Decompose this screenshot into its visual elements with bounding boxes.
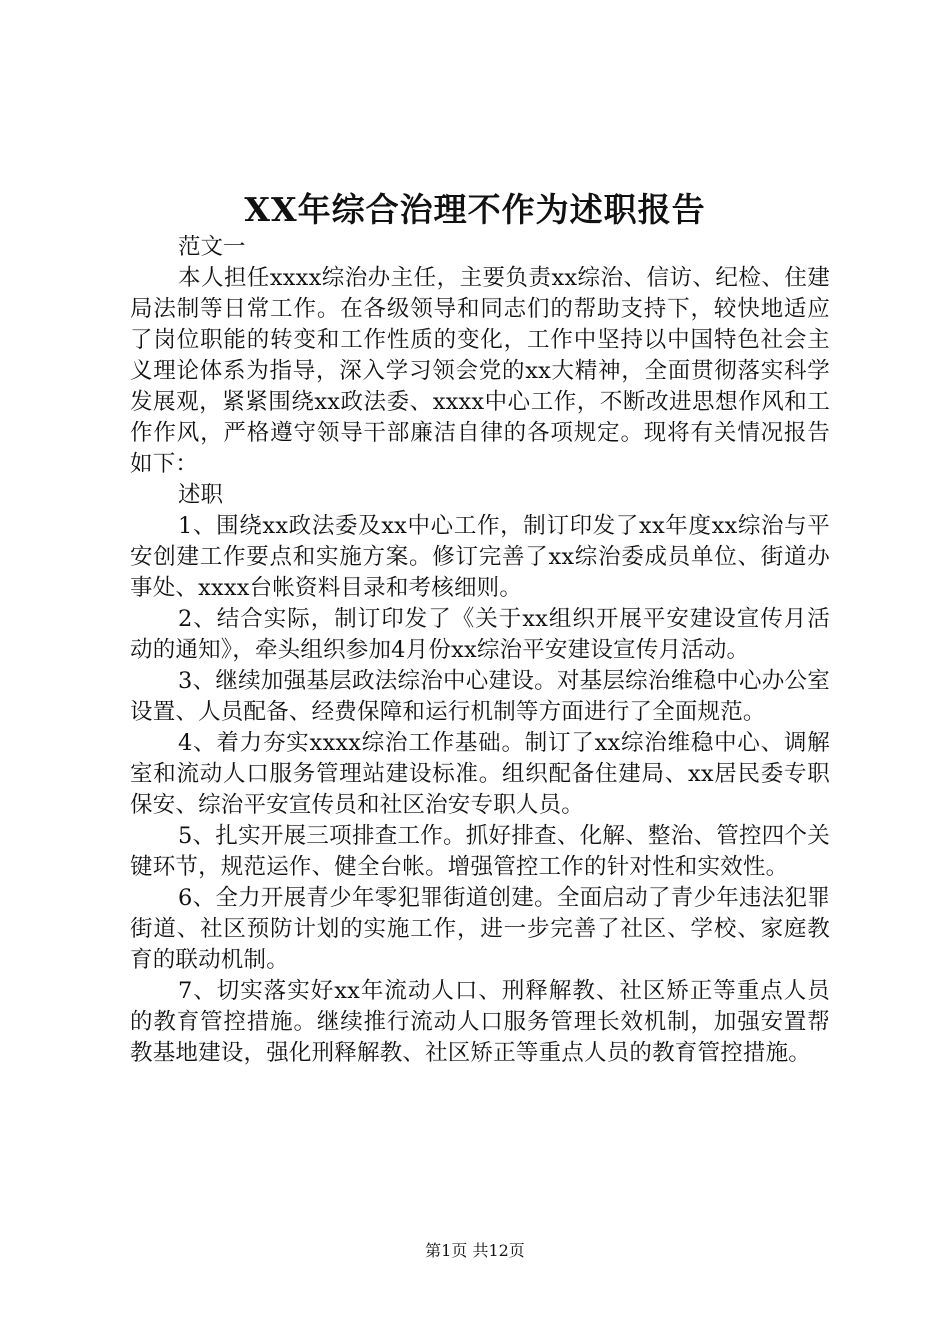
list-item: 7、切实落实好xx年流动人口、刑释解教、社区矫正等重点人员的教育管控措施。继续推行流动人口服务管理长效机制，加强安置帮教基地建设，强化刑释解教、社区矫正等重点人员的教育管控措施。: [130, 978, 830, 1066]
page-number-footer: 第1页 共12页: [425, 1241, 525, 1260]
intro-paragraph: 本人担任xxxx综治办主任，主要负责xx综治、信访、纪检、住建局法制等日常工作。在各级领导和同志们的帮助支持下，较快地适应了岗位职能的转变和工作性质的变化，工作中坚持以中国特色社会主义理论体系为指导，深入学习领会党的xx大精神，全面贯彻落实科学发展观，紧紧围绕xx政法委、xxxx中心工作，不断改进思想作风和工作作风，严格遵守领导干部廉洁自律的各项规定。现将有关情况报告如下：: [130, 265, 830, 477]
section-heading-fanwen: 范文一: [178, 234, 246, 260]
list-item: 3、继续加强基层政法综治中心建设。对基层综治维稳中心办公室设置、人员配备、经费保障和运行机制等方面进行了全面规范。: [130, 668, 830, 725]
section-heading-shuzhi: 述职: [178, 482, 224, 508]
document-title: XX年综合治理不作为述职报告: [244, 190, 706, 229]
list-item: 2、结合实际，制订印发了《关于xx组织开展平安建设宣传月活动的通知》，牵头组织参加4月份xx综治平安建设宣传月活动。: [130, 606, 830, 663]
list-item: 1、围绕xx政法委及xx中心工作，制订印发了xx年度xx综治与平安创建工作要点和实施方案。修订完善了xx综治委成员单位、街道办事处、xxxx台帐资料目录和考核细则。: [130, 513, 830, 601]
list-item: 5、扎实开展三项排查工作。抓好排查、化解、整治、管控四个关键环节，规范运作、健全台帐。增强管控工作的针对性和实效性。: [130, 823, 830, 880]
list-item: 6、全力开展青少年零犯罪街道创建。全面启动了青少年违法犯罪街道、社区预防计划的实施工作，进一步完善了社区、学校、家庭教育的联动机制。: [130, 885, 830, 973]
list-item: 4、着力夯实xxxx综治工作基础。制订了xx综治维稳中心、调解室和流动人口服务管理站建设标准。组织配备住建局、xx居民委专职保安、综治平安宣传员和社区治安专职人员。: [130, 730, 830, 818]
document-body: [130, 232, 830, 1069]
